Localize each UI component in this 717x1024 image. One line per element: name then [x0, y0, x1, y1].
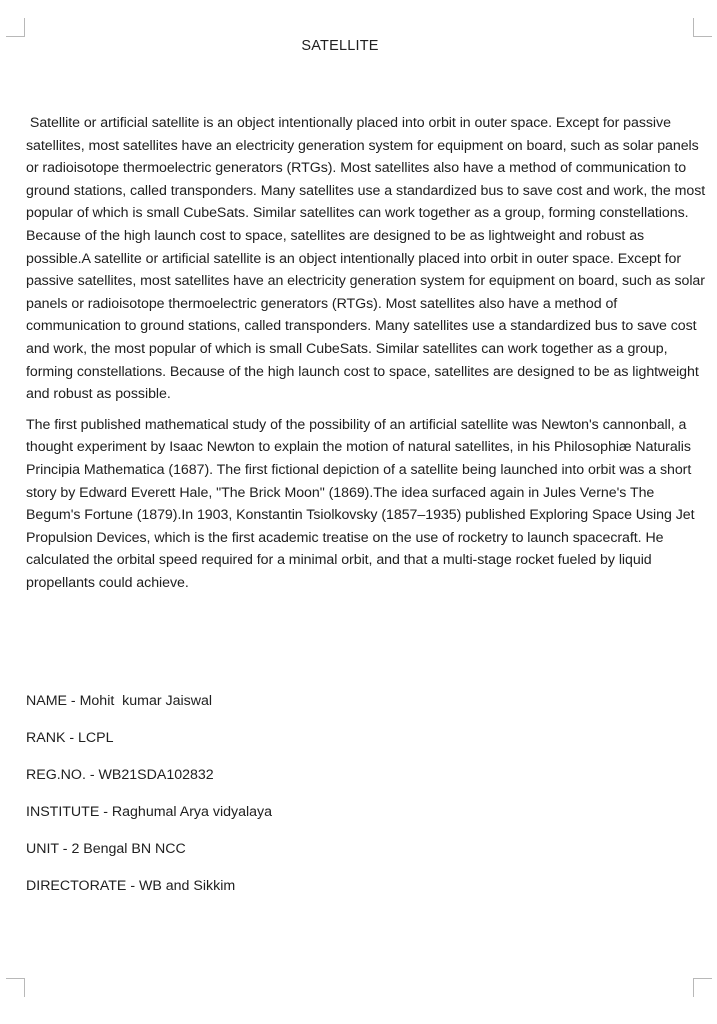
info-directorate: DIRECTORATE - WB and Sikkim [26, 878, 236, 894]
page-corner-top-left [6, 18, 25, 37]
student-info [26, 690, 686, 912]
page-corner-bottom-left [6, 978, 25, 997]
paragraph-satellite-definition: Satellite or artificial satellite is an object intentionally placed into orbit in outer space. Except for passive satellites, most satellites have an electricity generation system for equipment on board, such as solar panels or radioisotope thermoelectric generators (RTGs). Most satellites also have a method of communication to ground stations, called transponders. Many satellites use a standardized bus to save cost and work, the most popular of which is small CubeSats. Similar satellites can work together as a group, forming constellations. Because of the high launch cost to space, satellites are designed to be as lightweight and robust as possible.A satellite or artificial satellite is an object intentionally placed into orbit in outer space. Except for passive satellites, most satellites have an electricity generation system for equipment on board, such as solar panels or radioisotope thermoelectric generators (RTGs). Most satellites also have a method of communication to ground stations, called transponders. Many satellites use a standardized bus to save cost and work, the most popular of which is small CubeSats. Similar satellites can work together as a group, forming constellations. Because of the high launch cost to space, satellites are designed to be as lightweight and robust as possible. [26, 115, 710, 403]
info-institute: INSTITUTE - Raghumal Arya vidyalaya [26, 804, 272, 820]
paragraph-satellite-history: The first published mathematical study of the possibility of an artificial satellite was Newton's cannonball, a thought experiment by Isaac Newton to explain the motion of natural satellites, in his Philosophiæ Naturalis Principia Mathematica (1687). The first fictional depiction of a satellite being launched into orbit was a short story by Edward Everett Hale, "The Brick Moon" (1869).The idea surfaced again in Jules Verne's The Begum's Fortune (1879).In 1903, Konstantin Tsiolkovsky (1857–1935) published Exploring Space Using Jet Propulsion Devices, which is the first academic treatise on the use of rocketry to launch spacecraft. He calculated the orbital speed required for a minimal orbit, and that a multi-stage rocket fueled by liquid propellants could achieve. [26, 416, 695, 591]
document-title: SATELLITE [301, 38, 379, 54]
info-name: NAME - Mohit kumar Jaiswal [26, 693, 213, 709]
document-body [26, 112, 710, 602]
info-unit: UNIT - 2 Bengal BN NCC [26, 841, 186, 857]
page-corner-top-right [693, 18, 712, 37]
info-reg-no: REG.NO. - WB21SDA102832 [26, 767, 214, 783]
info-rank: RANK - LCPL [26, 730, 114, 746]
page-corner-bottom-right [693, 978, 712, 997]
